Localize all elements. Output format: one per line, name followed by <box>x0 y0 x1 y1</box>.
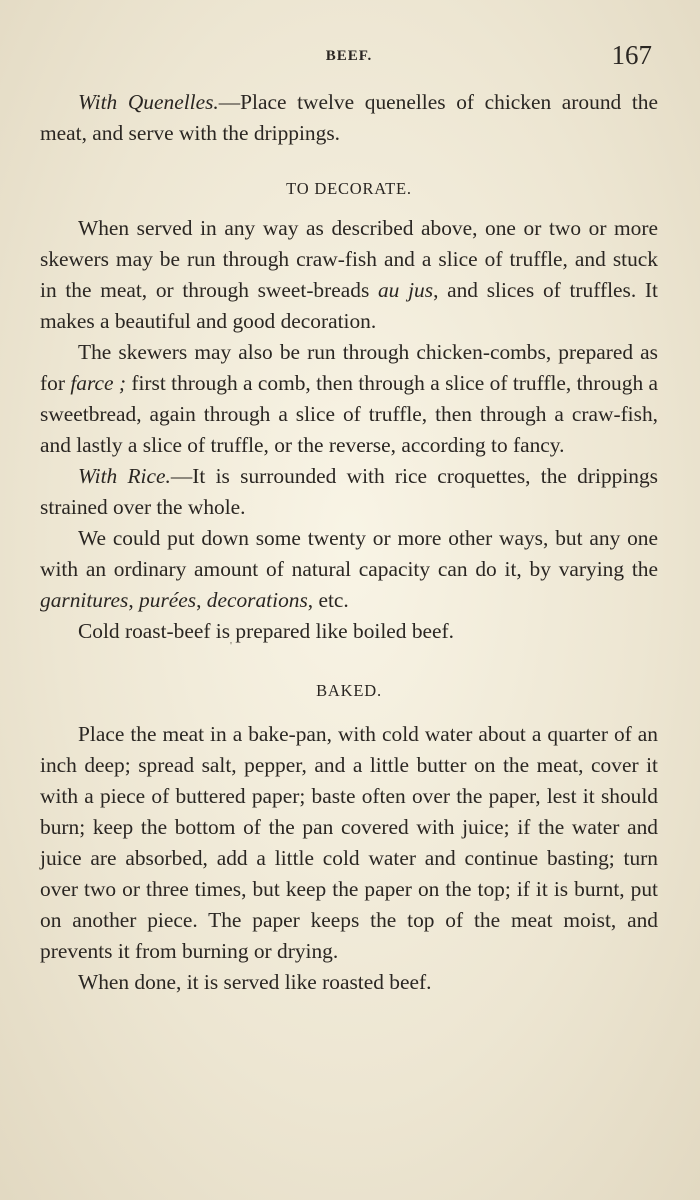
quenelles-text: —Place twelve quenelles of chicken around the meat, and serve with the drippings. <box>40 90 658 145</box>
ways-italic-2: purées <box>139 588 197 612</box>
running-head: BEEF. <box>325 48 373 64</box>
page-header <box>40 40 658 74</box>
ways-italic-1: garnitures <box>40 588 129 612</box>
decorate-p1-text-1: When served in any way as described above, one or two or more skewers may be run through craw-fish and a slice of truffle, and stuck in the meat, or through sweet-breads <box>40 216 658 302</box>
rice-text: —It is surrounded with rice croquettes, the drippings strained over the whole. <box>40 464 658 519</box>
decorate-p2-text-2: first through a comb, then through a slice of truffle, through a sweetbread, again through a slice of truffle, then through a craw-fish, and lastly a slice of truffle, or the reverse, according to fancy. <box>40 371 658 457</box>
decorate-p2-italic-1: farce ; <box>70 371 126 395</box>
section-heading-decorate: TO DECORATE. <box>286 179 412 198</box>
ways-text-1: We could put down some twenty or more other ways, but any one with an ordinary amount of natural capacity can do it, by varying the <box>40 526 658 581</box>
ways-text-3: , <box>196 588 207 612</box>
baked-paragraph-2: When done, it is served like roasted beef. <box>78 970 432 994</box>
quenelles-lead: With Quenelles. <box>78 90 219 114</box>
ways-text-2: , <box>128 588 140 612</box>
page-number: 167 <box>611 40 652 70</box>
baked-paragraph-1: Place the meat in a bake-pan, with cold water about a quarter of an inch deep; spread salt, pepper, and a little butter on the meat, cover it with a piece of buttered paper; baste often over the paper, lest it should burn; keep the bottom of the pan covered with juice; if the water and juice are absorbed, add a little cold water and continue basting; turn over two or three times, but keep the paper on the top; if it is burnt, put on another piece. The paper keeps the top of the meat moist, and prevents it from burning or drying. <box>40 722 658 963</box>
decorate-paragraph-1 <box>40 213 658 337</box>
quenelles-paragraph <box>40 87 658 149</box>
decorate-p2-text-1: The skewers may also be run through chicken-combs, prepared as for <box>40 340 658 395</box>
cold-beef-paragraph: Cold roast-beef is prepared like boiled beef. <box>78 619 454 643</box>
print-blemish: ' <box>230 640 232 652</box>
page-body <box>40 87 658 998</box>
rice-paragraph <box>40 461 658 523</box>
section-heading-baked: BAKED. <box>316 681 382 700</box>
rice-lead: With Rice. <box>78 464 171 488</box>
decorate-p1-text-2: , and slices of truffles. It makes a beautiful and good decoration. <box>40 278 658 333</box>
decorate-paragraph-2 <box>40 337 658 461</box>
ways-text-4: , etc. <box>307 588 349 612</box>
decorate-p1-italic-1: au jus <box>377 278 434 302</box>
ways-paragraph <box>40 523 658 616</box>
ways-italic-3: decorations <box>206 588 308 612</box>
